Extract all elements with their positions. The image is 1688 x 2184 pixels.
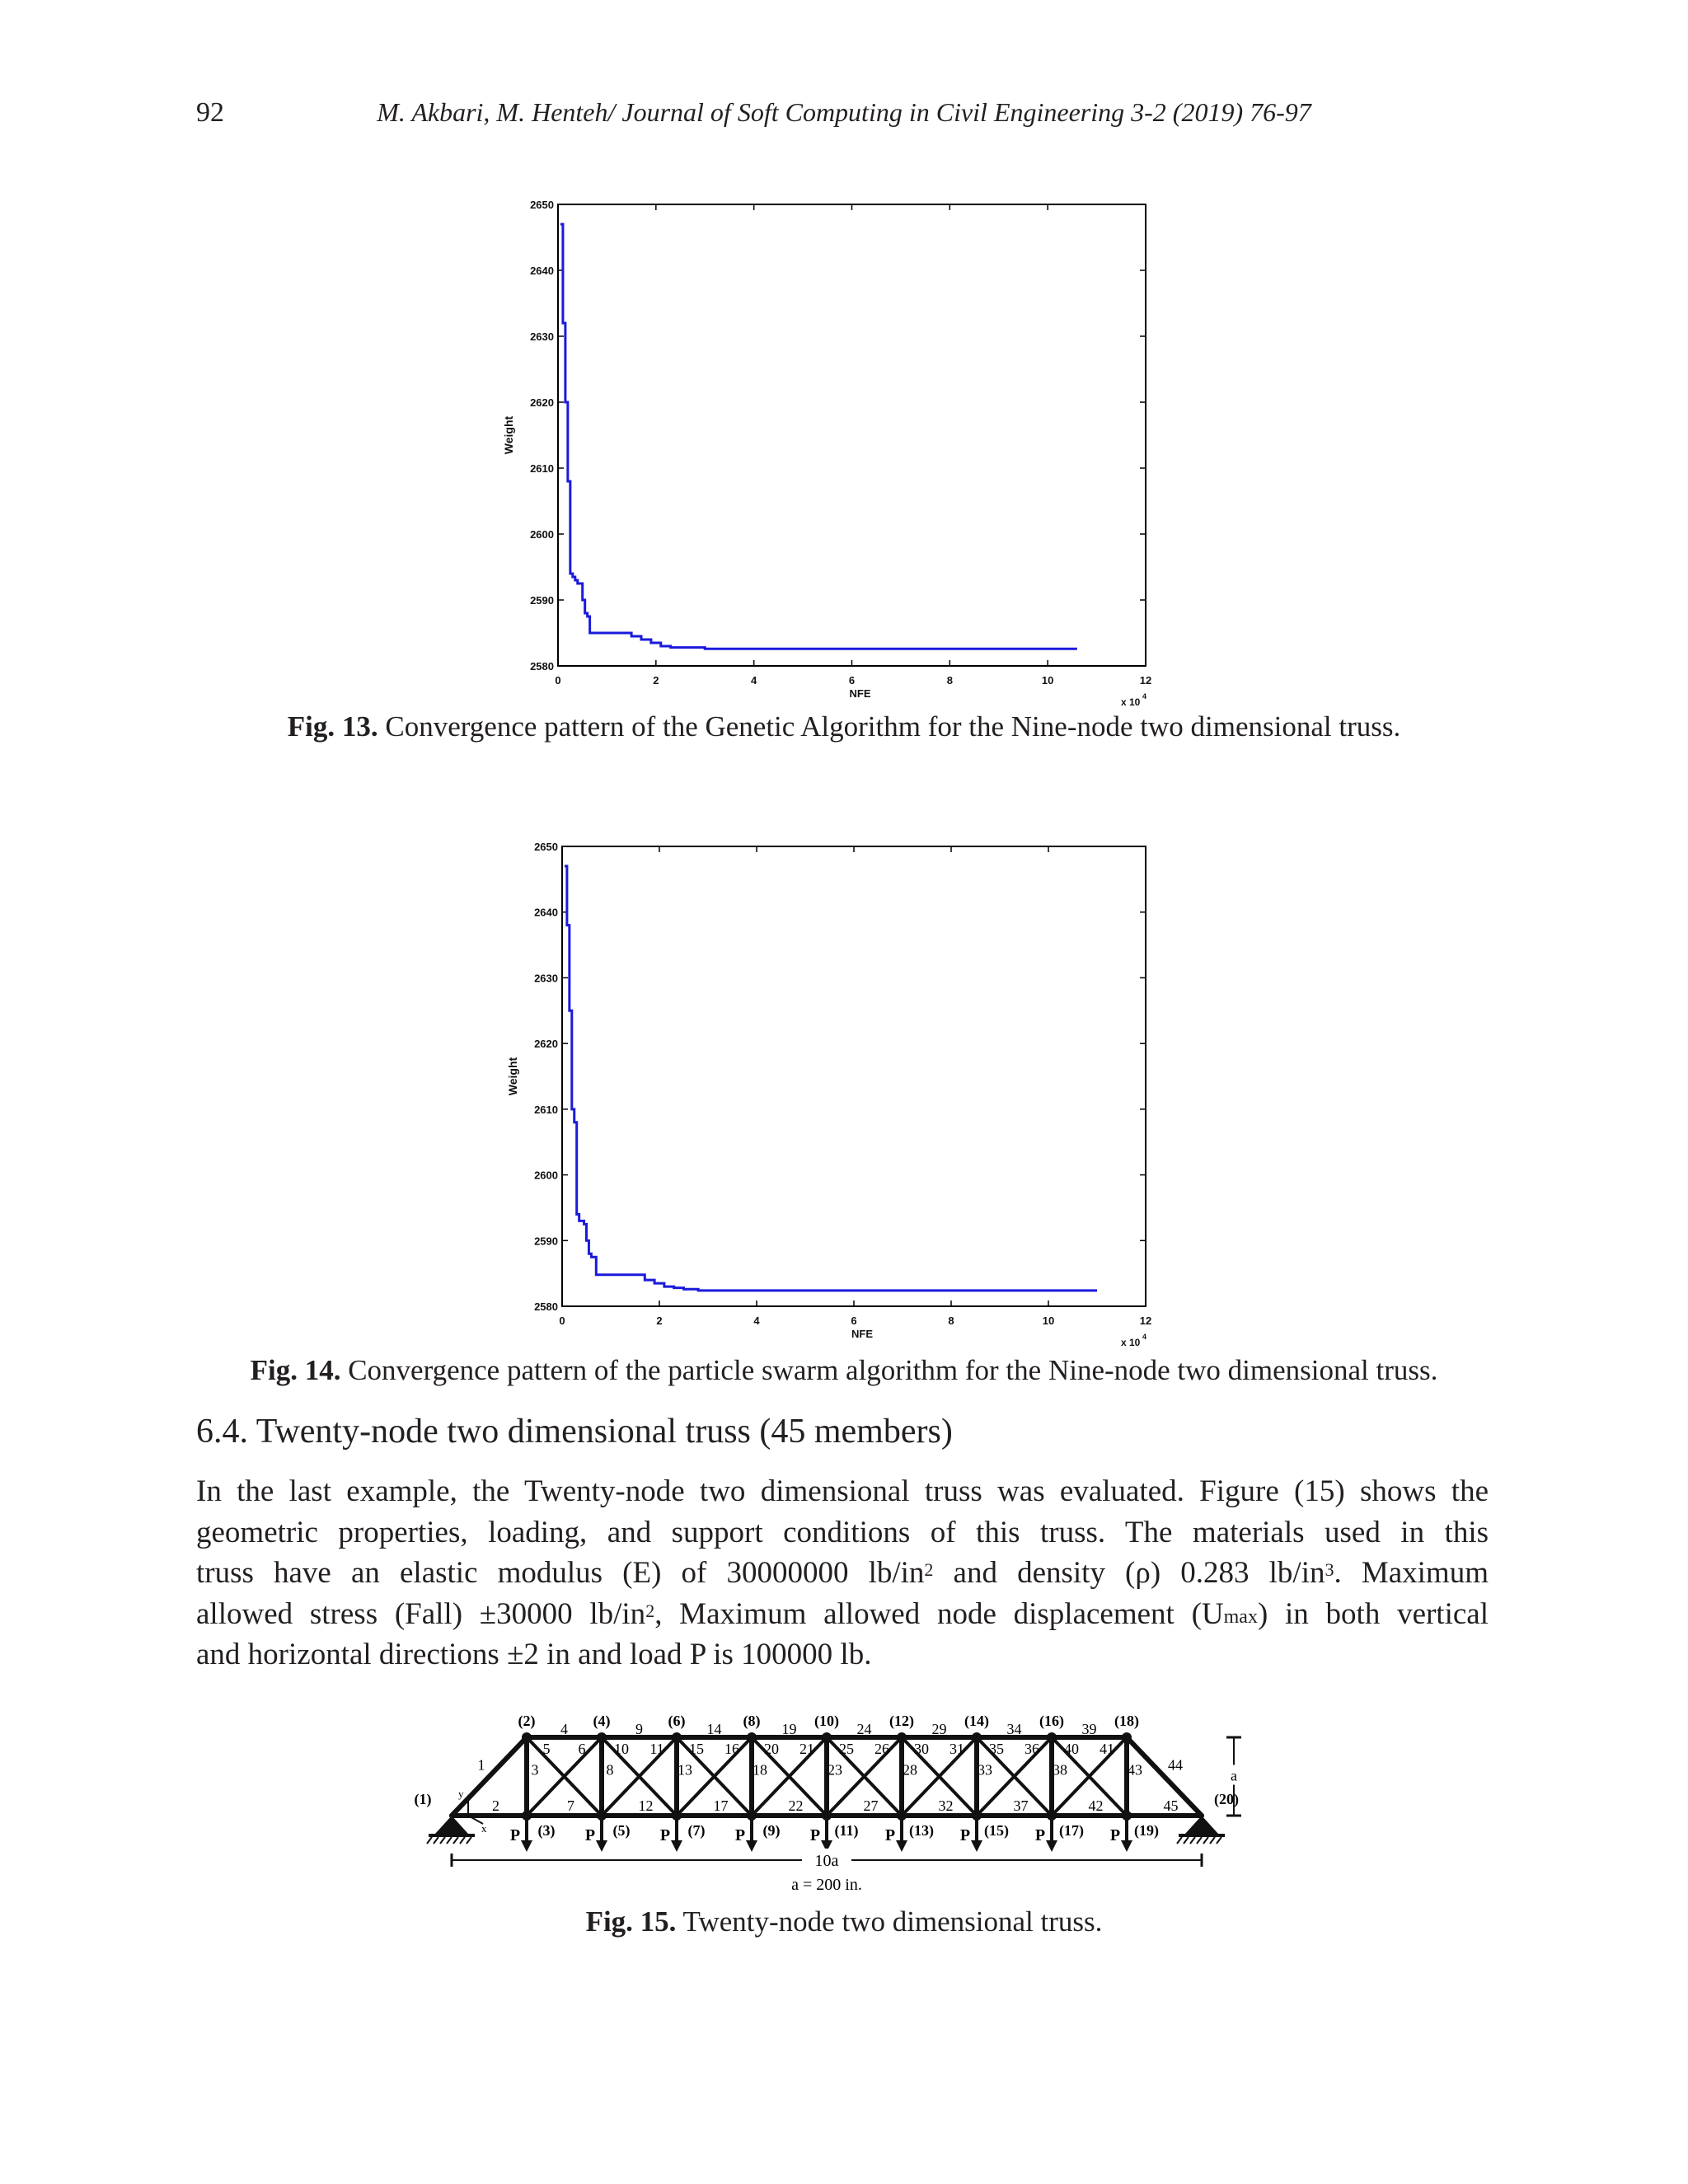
truss-joint — [1122, 1732, 1132, 1742]
member-label: 25 — [839, 1741, 854, 1757]
top-node-label: (2) — [518, 1713, 536, 1729]
member-label: 1 — [477, 1756, 485, 1774]
member-label: 40 — [1064, 1741, 1079, 1757]
pin-support-left-hatch — [460, 1837, 465, 1844]
figure-label: Fig. 13. — [287, 710, 378, 743]
bottom-node-label: (9) — [762, 1822, 781, 1839]
x-axis-label: NFE — [849, 687, 871, 700]
pin-support-right-hatch — [1217, 1837, 1221, 1844]
member-label: 24 — [856, 1721, 872, 1737]
axis-label-x: x — [481, 1822, 487, 1835]
member-label: 30 — [914, 1741, 929, 1757]
member-label: 35 — [989, 1741, 1004, 1757]
member-label: 41 — [1100, 1741, 1114, 1757]
x-multiplier-exponent: 4 — [1142, 692, 1147, 701]
top-node-label: (12) — [889, 1713, 914, 1729]
y-tick-label: 2620 — [530, 396, 554, 409]
pin-support-right-hatch — [1184, 1837, 1189, 1844]
member-label: 34 — [1006, 1721, 1022, 1737]
member-label: 27 — [863, 1797, 879, 1814]
pin-support-right-hatch — [1177, 1837, 1182, 1844]
axis-label-y: y — [458, 1788, 464, 1800]
y-tick-label: 2640 — [534, 906, 558, 919]
height-label: a — [1231, 1767, 1237, 1784]
y-tick-label: 2590 — [534, 1235, 558, 1248]
y-axis-label: Weight — [506, 1057, 519, 1096]
y-tick-label: 2630 — [530, 330, 554, 343]
x-tick-label: 12 — [1139, 674, 1152, 687]
load-label: P — [1109, 1826, 1121, 1844]
member-label: 31 — [950, 1741, 964, 1757]
y-tick-label: 2590 — [530, 594, 554, 607]
bottom-node-label: (19) — [1134, 1822, 1159, 1839]
truss-joint — [822, 1732, 832, 1742]
x-tick-label: 10 — [1042, 1315, 1055, 1327]
member-label: 32 — [938, 1797, 954, 1814]
x-multiplier-exponent: 4 — [1142, 1333, 1147, 1341]
bottom-node-label: (15) — [984, 1822, 1009, 1839]
y-tick-label: 2600 — [534, 1169, 558, 1182]
pin-support-right-hatch — [1190, 1837, 1195, 1844]
pin-support-left-hatch — [453, 1837, 458, 1844]
y-tick-label: 2600 — [530, 528, 554, 541]
member-label: 11 — [649, 1741, 664, 1757]
member-label: 44 — [1168, 1756, 1183, 1774]
pin-support-left-hatch — [447, 1837, 452, 1844]
bottom-node-label: (3) — [537, 1822, 556, 1839]
y-tick-label: 2580 — [530, 660, 554, 673]
x-tick-label: 0 — [555, 674, 561, 687]
member-label: 37 — [1013, 1797, 1029, 1814]
x-axis-label: NFE — [851, 1328, 873, 1340]
load-arrow-head — [896, 1840, 907, 1852]
truss-joint — [1047, 1732, 1057, 1742]
member-label: 3 — [531, 1761, 539, 1779]
pin-support-left-hatch — [467, 1837, 471, 1844]
y-tick-label: 2610 — [534, 1103, 558, 1116]
x-tick-label: 10 — [1041, 674, 1054, 687]
load-label: P — [584, 1826, 596, 1844]
bottom-node-label: (17) — [1059, 1822, 1084, 1839]
x-tick-label: 4 — [751, 674, 757, 687]
x-tick-label: 4 — [753, 1315, 760, 1327]
x-tick-label: 8 — [948, 1315, 954, 1327]
member-label: 21 — [799, 1741, 814, 1757]
bottom-node-label: (11) — [834, 1822, 859, 1839]
x-tick-label: 6 — [848, 674, 856, 687]
member-label: 36 — [1025, 1741, 1039, 1757]
load-label: P — [734, 1826, 746, 1844]
load-arrow-head — [671, 1840, 682, 1852]
top-node-label: (18) — [1114, 1713, 1139, 1729]
figure-caption-text: Convergence pattern of the particle swarm algorithm for the Nine-node two dimensional truss. — [340, 1354, 1438, 1386]
member-label: 10 — [614, 1741, 629, 1757]
member-label: 4 — [560, 1721, 568, 1737]
y-tick-label: 2610 — [530, 462, 554, 475]
member-label: 39 — [1081, 1721, 1097, 1737]
load-arrow-head — [596, 1840, 607, 1852]
figure-15-caption — [0, 1905, 1688, 1938]
load-label: P — [884, 1826, 896, 1844]
member-label: 6 — [578, 1741, 586, 1757]
y-tick-label: 2630 — [534, 972, 558, 985]
paragraph-line: geometric properties, loading, and support conditions of this truss. The materials used in this — [196, 1515, 1489, 1549]
member-label: 26 — [874, 1741, 889, 1757]
end-post-left — [452, 1737, 527, 1816]
load-arrow-head — [521, 1840, 532, 1852]
section-heading: 6.4. Twenty-node two dimensional truss (45 members) — [196, 1413, 953, 1451]
figure-label: Fig. 14. — [250, 1354, 341, 1386]
x-tick-label: 12 — [1139, 1315, 1152, 1327]
member-label: 18 — [753, 1761, 767, 1779]
span-label: 10a — [814, 1852, 839, 1870]
pin-support-left — [435, 1816, 468, 1834]
member-label: 8 — [606, 1761, 614, 1779]
y-tick-label: 2650 — [530, 199, 554, 211]
pin-support-left-hatch — [434, 1837, 438, 1844]
member-label: 9 — [635, 1721, 643, 1737]
member-label: 17 — [713, 1797, 729, 1814]
pin-support-right-hatch — [1203, 1837, 1208, 1844]
end-node-label: (1) — [414, 1791, 432, 1807]
end-node-label: (20) — [1214, 1791, 1239, 1807]
member-label: 38 — [1053, 1761, 1067, 1779]
figure-caption-text: Twenty-node two dimensional truss. — [676, 1905, 1103, 1938]
pin-support-right-hatch — [1197, 1837, 1202, 1844]
paragraph-line: In the last example, the Twenty-node two dimensional truss was evaluated. Figure (15) shows the — [196, 1474, 1489, 1508]
figure-label: Fig. 15. — [585, 1905, 677, 1938]
top-node-label: (10) — [814, 1713, 839, 1729]
y-tick-label: 2650 — [534, 841, 558, 853]
member-label: 42 — [1088, 1797, 1104, 1814]
member-label: 33 — [978, 1761, 992, 1779]
x-tick-label: 2 — [653, 674, 659, 687]
y-tick-label: 2620 — [534, 1038, 558, 1051]
pin-support-left-hatch — [440, 1837, 445, 1844]
truss-joint — [672, 1732, 682, 1742]
y-tick-label: 2580 — [534, 1301, 558, 1313]
top-node-label: (16) — [1039, 1713, 1064, 1729]
load-label: P — [509, 1826, 521, 1844]
top-node-label: (6) — [668, 1713, 686, 1729]
member-label: 16 — [724, 1741, 739, 1757]
load-arrow-head — [746, 1840, 757, 1852]
y-axis-label: Weight — [502, 415, 515, 455]
member-label: 19 — [781, 1721, 797, 1737]
member-label: 22 — [788, 1797, 804, 1814]
top-node-label: (4) — [593, 1713, 611, 1729]
member-label: 2 — [492, 1797, 499, 1814]
bottom-node-label: (5) — [612, 1822, 631, 1839]
figure-caption-text: Convergence pattern of the Genetic Algorithm for the Nine-node two dimensional truss. — [377, 710, 1401, 743]
running-head: M. Akbari, M. Henteh/ Journal of Soft Computing in Civil Engineering 3-2 (2019) 76-97 — [377, 97, 1311, 127]
a-value-label: a = 200 in. — [791, 1876, 862, 1894]
x-tick-label: 6 — [851, 1315, 857, 1327]
member-label: 14 — [706, 1721, 722, 1737]
paragraph-line: truss have an elastic modulus (E) of 30000000 $lb/in^2$ and density (ρ) 0.283 $lb/in^3$. Maximum — [196, 1556, 1489, 1590]
load-label: P — [959, 1826, 971, 1844]
x-tick-label: 8 — [946, 674, 953, 687]
y-tick-label: 2640 — [530, 265, 554, 277]
member-label: 28 — [903, 1761, 917, 1779]
member-label: 43 — [1128, 1761, 1142, 1779]
pin-support-right — [1185, 1816, 1218, 1834]
x-multiplier-label: x 10 — [1121, 696, 1141, 708]
member-label: 5 — [542, 1741, 551, 1757]
truss-joint — [897, 1732, 907, 1742]
bottom-node-label: (7) — [687, 1822, 706, 1839]
pin-support-right-hatch — [1210, 1837, 1215, 1844]
truss-joint — [597, 1732, 607, 1742]
load-arrow-head — [1046, 1840, 1057, 1852]
load-arrow-head — [1121, 1840, 1132, 1852]
top-node-label: (8) — [743, 1713, 761, 1729]
load-label: P — [659, 1826, 671, 1844]
truss-joint — [972, 1732, 982, 1742]
bottom-node-label: (13) — [909, 1822, 934, 1839]
member-label: 23 — [828, 1761, 842, 1779]
load-label: P — [1034, 1826, 1046, 1844]
paragraph-line: and horizontal directions ±2 in and load P is 100000 lb. — [196, 1638, 872, 1671]
member-label: 45 — [1163, 1797, 1179, 1814]
x-tick-label: 0 — [559, 1315, 565, 1327]
x-multiplier-label: x 10 — [1121, 1337, 1141, 1348]
member-label: 29 — [931, 1721, 947, 1737]
pin-support-left-hatch — [427, 1837, 432, 1844]
load-arrow-head — [971, 1840, 982, 1852]
member-label: 20 — [764, 1741, 779, 1757]
x-tick-label: 2 — [656, 1315, 663, 1327]
member-label: 13 — [678, 1761, 692, 1779]
member-label: 7 — [567, 1797, 574, 1814]
member-label: 12 — [638, 1797, 654, 1814]
truss-joint — [747, 1732, 757, 1742]
paragraph-line: allowed stress (Fall) ±30000 $lb/in^2$, Maximum allowed node displacement $(U_{max})$ in both vertical — [196, 1596, 1489, 1631]
load-label: P — [809, 1826, 821, 1844]
member-label: 15 — [689, 1741, 704, 1757]
page-number: 92 — [196, 97, 224, 128]
truss-joint — [522, 1732, 532, 1742]
top-node-label: (14) — [964, 1713, 989, 1729]
